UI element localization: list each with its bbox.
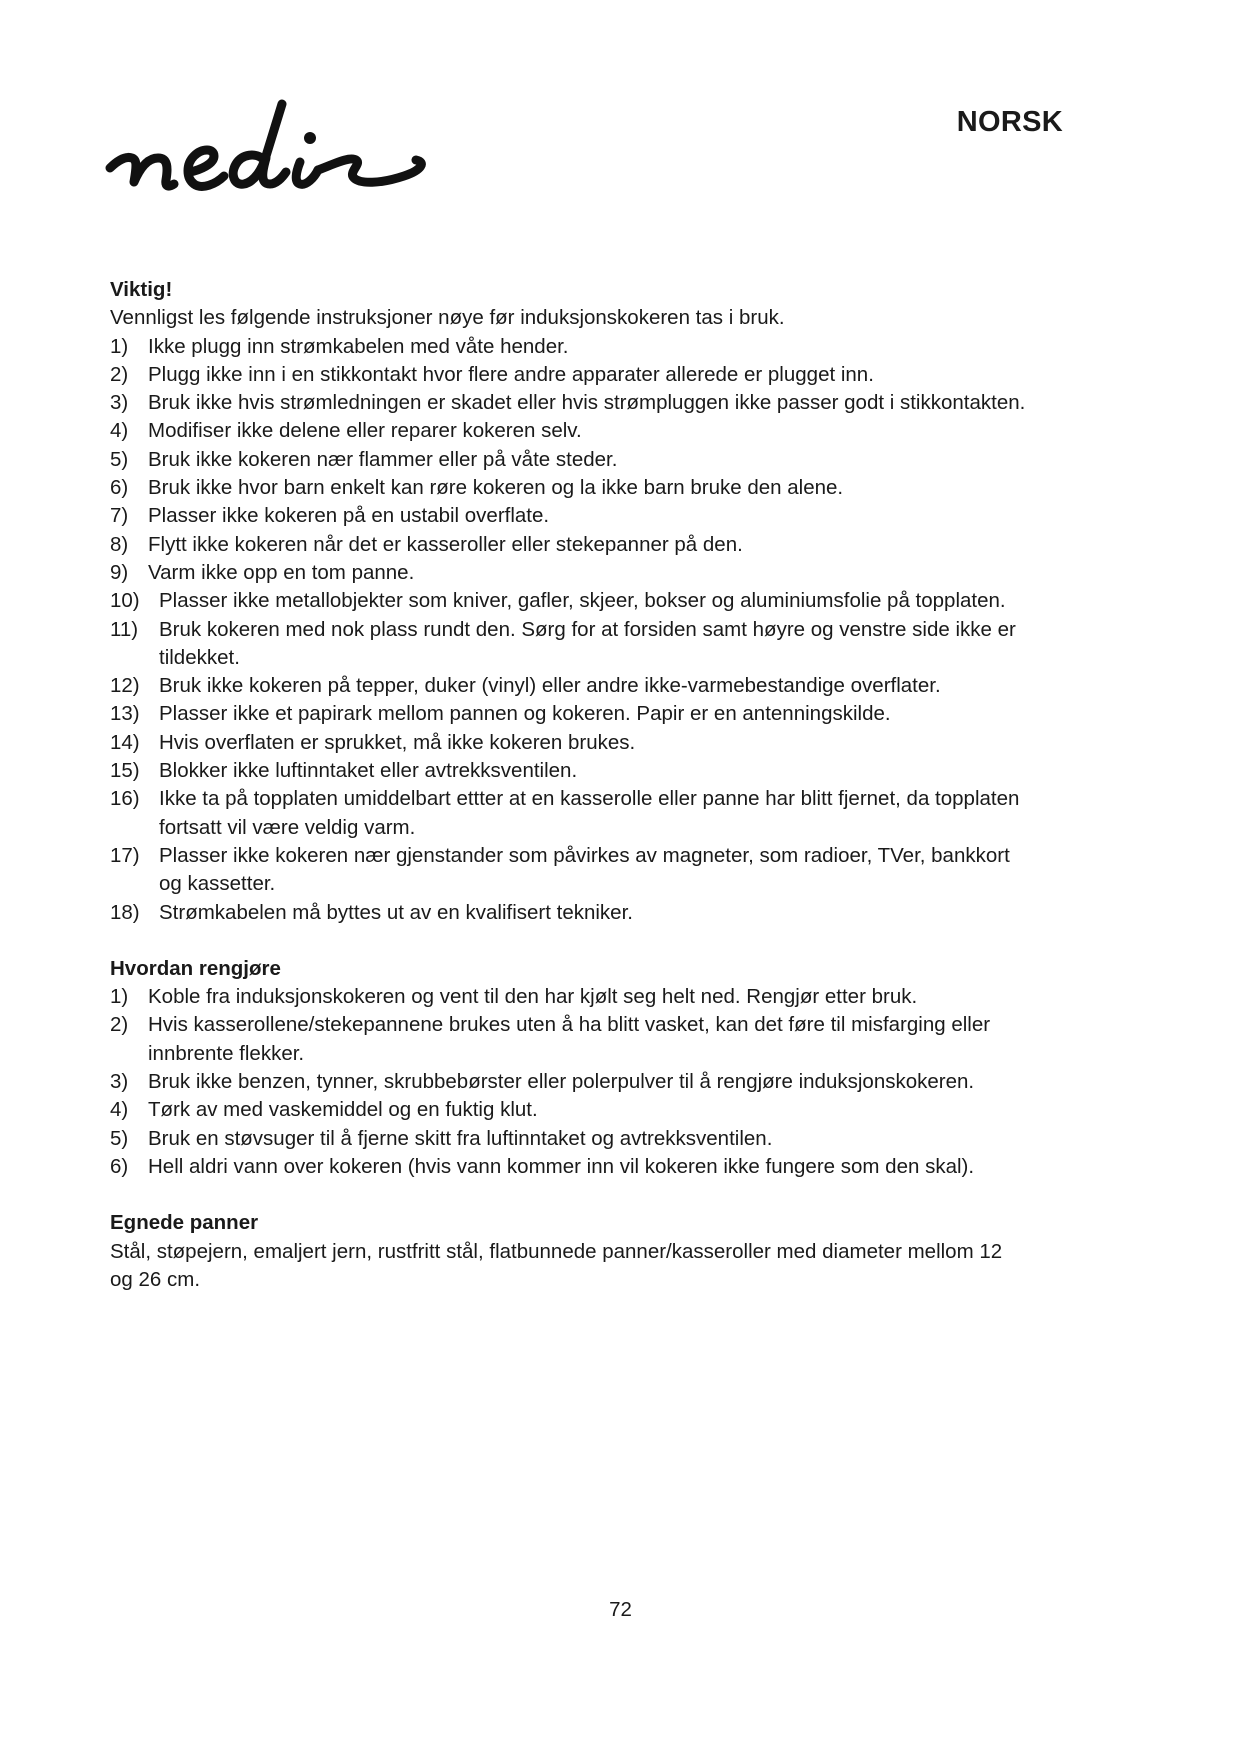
pans-text: Stål, støpejern, emaljert jern, rustfritt stål, flatbunnede panner/kasseroller med diameter mellom 12 og 26 cm. [110,1239,1003,1291]
cleaning-heading: Hvordan rengjøre [110,956,281,980]
list-item: 2) Plugg ikke inn i en stikkontakt hvor flere andre apparater allerede er plugget inn. [110,362,874,386]
list-item: 10) Plasser ikke metallobjekter som kniver, gafler, skjeer, bokser og aluminiumsfolie på topplaten. [110,589,1006,613]
list-item: 9) Varm ikke opp en tom panne. [110,560,415,584]
list-item: 2) Hvis kasserollene/stekepannene brukes uten å ha blitt vasket, kan det føre til misfarging eller innbrente flekker. [110,1013,991,1065]
list-item: 5) Bruk en støvsuger til å fjerne skitt fra luftinntaket og avtrekksventilen. [110,1126,773,1150]
important-list [110,333,1030,588]
important-heading: Viktig! [110,278,173,301]
list-item: 12) Bruk ikke kokeren på tepper, duker (vinyl) eller andre ikke-varmebestandige overflater. [110,674,941,698]
list-item: 7) Plasser ikke kokeren på en ustabil overflate. [110,504,550,528]
nedis-logo [104,98,484,238]
list-item: 14) Hvis overflaten er sprukket, må ikke kokeren brukes. [110,730,636,754]
list-item: 1) Koble fra induksjonskokeren og vent til den har kjølt seg helt ned. Rengjør etter bruk. [110,985,918,1009]
list-item: 18) Strømkabelen må byttes ut av en kvalifisert tekniker. [110,900,633,924]
list-item: 1) Ikke plugg inn strømkabelen med våte hender. [110,334,569,358]
cleaning-list [110,983,1030,1181]
list-item: 6) Bruk ikke hvor barn enkelt kan røre kokeren og la ikke barn bruke den alene. [110,476,844,500]
important-list-continued [110,587,1030,927]
pans-heading: Egnede panner [110,1211,259,1235]
list-item: 16) Ikke ta på topplaten umiddelbart ettter at en kasserolle eller panne har blitt fjernet, da topplaten fortsatt vil være veldig varm. [110,787,1020,839]
list-item: 3) Bruk ikke benzen, tynner, skrubbebørster eller polerpulver til å rengjøre induksjonskokeren. [110,1070,975,1094]
list-item: 11) Bruk kokeren med nok plass rundt den. Sørg for at forsiden samt høyre og venstre side ikke er tildekket. [110,617,1016,669]
important-intro: Vennligst les følgende instruksjoner nøye før induksjonskokeren tas i bruk. [110,306,785,330]
list-item: 6) Hell aldri vann over kokeren (hvis vann kommer inn vil kokeren ikke fungere som den skal). [110,1154,975,1178]
section-spacer [110,1181,1030,1209]
list-item: 5) Bruk ikke kokeren nær flammer eller på våte steder. [110,447,618,471]
page-number: 72 [609,1598,632,1621]
list-item: 4) Tørk av med vaskemiddel og en fuktig klut. [110,1098,538,1122]
list-item: 8) Flytt ikke kokeren når det er kasseroller eller stekepanner på den. [110,532,743,556]
list-item: 17) Plasser ikke kokeren nær gjenstander som påvirkes av magneter, som radioer, TVer, bankkort og kassetter. [110,843,1010,896]
list-item: 15) Blokker ikke luftinntaket eller avtrekksventilen. [110,759,578,783]
list-item: 4) Modifiser ikke delene eller reparer kokeren selv. [110,419,582,443]
language-label: NORSK [956,106,1063,138]
document-body [110,276,1030,1294]
list-item: 13) Plasser ikke et papirark mellom pannen og kokeren. Papir er en antenningskilde. [110,702,891,726]
list-item: 3) Bruk ikke hvis strømledningen er skadet eller hvis strømpluggen ikke passer godt i stikkontakten. [110,391,1026,415]
section-spacer [110,927,1030,955]
